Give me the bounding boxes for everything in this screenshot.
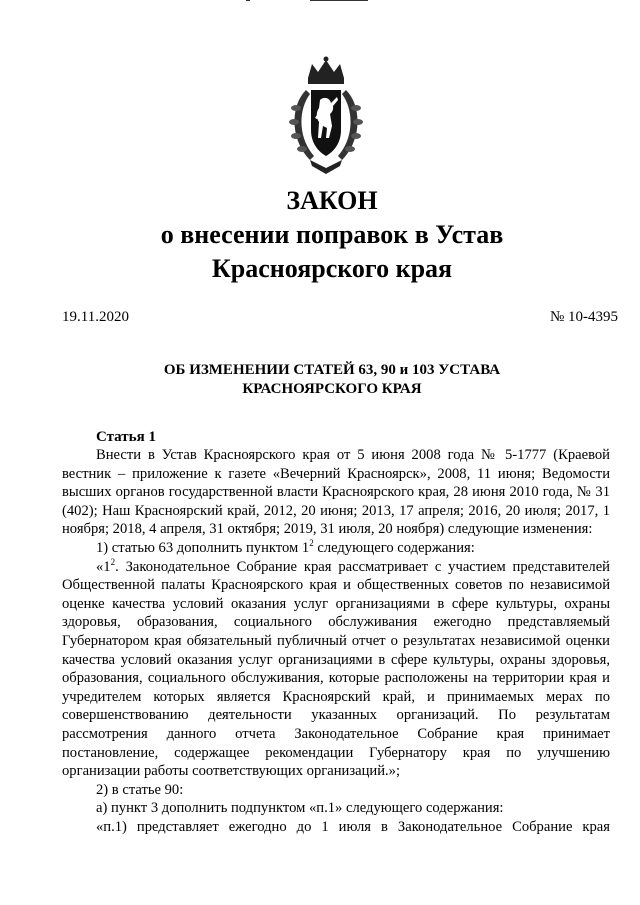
amendment-quote-prefix: «1 [96,558,111,575]
amendment-item-1 [62,539,610,558]
amendment-item-1-suffix: следующего содержания: [313,539,475,556]
amendment-item-1-sup: 2 [309,538,314,549]
article-intro: Внести в Устав Красноярского края от 5 июня 2008 года № 5-1777 (Краевой вестник – приложение к газете «Вечерний Красноярск», 2008, 11 июня; Ведомости высших органов государственной власти Красноярского края, 28 июня 2010 года, № 31 (402); Наш Красноярский край, 2012, 20 июня; 2013, 17 апреля; 2016, 20 июля; 2017, 1 ноября; 2018, 4 апреля, 31 октября; 2019, 31 июля, 20 ноября) следующие изменения: [62,447,610,538]
amendment-quote-sup: 2 [110,556,116,567]
amendment-item-2a: а) пункт 3 дополнить подпунктом «п.1» следующего содержания: [96,800,504,817]
document-title [0,184,640,286]
section-heading-line1: ОБ ИЗМЕНЕНИИ СТАТЕЙ 63, 90 и 103 УСТАВА [163,362,501,378]
scan-top-marks [0,0,640,6]
law-title: ЗАКОН [286,186,378,215]
section-heading [0,361,640,399]
article-title: Статья 1 [96,429,156,445]
krasnoyarsk-coat-of-arms-icon [286,56,366,176]
section-heading-line2: КРАСНОЯРСКОГО КРАЯ [242,381,422,397]
law-subtitle-line1: о внесении поправок в Устав [160,220,504,249]
amendment-item-1-prefix: 1) статью 63 дополнить пунктом 1 [96,539,310,556]
law-number: № 10-4395 [549,309,618,325]
law-date: 19.11.2020 [62,309,129,325]
amendment-item-2a-text: «п.1) представляет ежегодно до 1 июля в Законодательное Собрание края [96,818,610,835]
article-body [62,446,610,836]
amendment-item-2: 2) в статье 90: [96,781,184,798]
law-subtitle-line2: Красноярского края [211,254,453,283]
amendment-quote-text: . Законодательное Собрание края рассматривает с участием представителей Общественной палаты Красноярского края и общественных советов по независимой оценке качества условий оказания услуг организациями в сфере культуры, охраны здоровья, образования, социального обслуживания ежегодно представляемый Губернатором края обязательный публичный отчет о результатах независимой оценки качества условий оказания услуг организациями в сфере культуры, охраны здоровья, образования, социального обслуживания, которые расположены на территории края и учредителем которых является Красноярский край, и принимаемых мерах по совершенствованию деятельности указанных организаций. По результатам рассмотрения данного отчета Законодательное Собрание края принимает постановление, содержащее рекомендации Губернатору края по улучшению организации работы соответствующих организаций.»; [62,558,610,780]
amendment-quote [62,558,610,781]
